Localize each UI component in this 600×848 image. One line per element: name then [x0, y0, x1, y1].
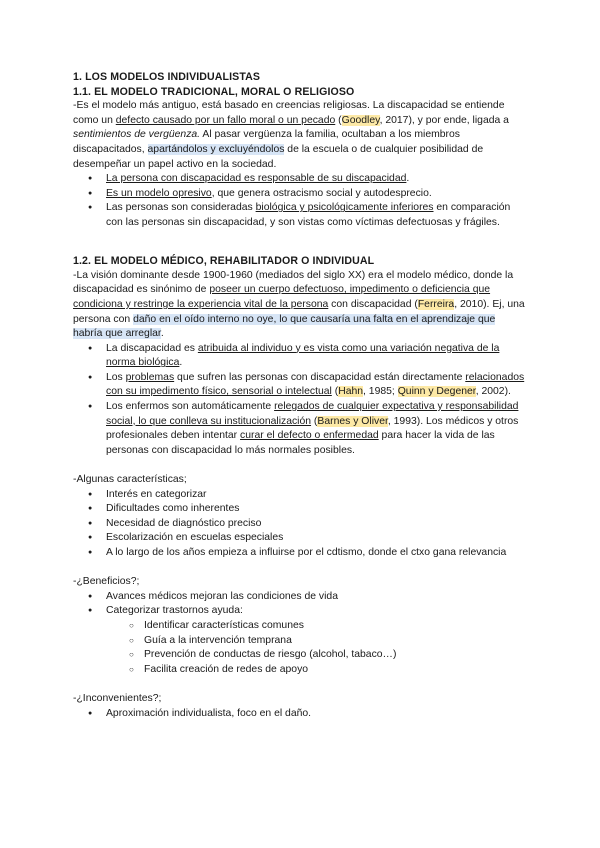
- citation-highlight: Goodley: [341, 114, 380, 126]
- bullet-list-medico: [73, 342, 525, 459]
- list-item: ● La persona con discapacidad es responsable de su discapacidad.: [73, 172, 525, 187]
- beneficios-sublist: [73, 619, 525, 677]
- list-item: ● Los enfermos son automáticamente relegados de cualquier expectativa y responsabilidad social, lo que conlleva su institucionalización (Barnes y Oliver, 1993). Los médicos y otros profesionales deben intentar curar el defecto o enfermedad para hacer la vida de las personas con discapacidad lo más normales posibles.: [73, 400, 525, 458]
- highlighted-text: daño en el oído interno no oye, lo que causaría una falta en el aprendizaje que habría que arreglar: [73, 313, 496, 340]
- list-item: ● Es un modelo opresivo, que genera ostracismo social y autodesprecio.: [73, 187, 525, 202]
- paragraph-tradicional: -Es el modelo más antiguo, está basado en creencias religiosas. La discapacidad se entiende como un defecto causado por un fallo moral o un pecado (Goodley, 2017), y por ende, ligada a sentimientos de vergüenza. Al pasar vergüenza la familia, ocultaban a los miembros discapacitados, apartándolos y excluyéndolos de la escuela o de cualquier posibilidad de desempeñar un papel activo en la sociedad.: [73, 100, 509, 170]
- list-item: ● Interés en categorizar: [73, 488, 525, 503]
- inconvenientes-heading: -¿Inconvenientes?;: [73, 692, 162, 704]
- list-item: ● Los problemas que sufren las personas con discapacidad están directamente relacionados con su impedimento físico, sensorial o intelectual (Hahn, 1985; Quinn y Degener, 2002).: [73, 371, 525, 400]
- citation-highlight: Quinn y Degener: [397, 386, 476, 398]
- section-title: 1. LOS MODELOS INDIVIDUALISTAS: [73, 71, 261, 83]
- list-item: ● A lo largo de los años empieza a influirse por el cdtismo, donde el ctxo gana relevancia: [73, 546, 525, 561]
- document-content: [73, 70, 525, 721]
- underlined-text: poseer un cuerpo defectuoso, impedimento o deficiencia que condiciona y restringe la experiencia vital de la persona: [73, 284, 491, 310]
- list-item: ● Categorizar trastornos ayuda:: [73, 604, 525, 619]
- paragraph-medico: -La visión dominante desde 1900-1960 (mediados del siglo XX) era el modelo médico, donde la discapacidad es sinónimo de poseer un cuerpo defectuoso, impedimento o deficiencia que condiciona y restringe la experiencia vital de la persona con discapacidad (Ferreira, 2010). Ej, una persona con daño en el oído interno no oye, lo que causaría una falta en el aprendizaje que habría que arreglar.: [73, 269, 525, 340]
- caracteristicas-list: [73, 488, 525, 561]
- list-item: ● La discapacidad es atribuida al individuo y es vista como una variación negativa de la norma biológica.: [73, 342, 525, 371]
- inconvenientes-list: [73, 707, 525, 722]
- list-item: ● Las personas son consideradas biológica y psicológicamente inferiores en comparación con las personas sin discapacidad, y son vistas como víctimas defectuosas y frágiles.: [73, 201, 525, 230]
- citation-highlight: Hahn: [338, 386, 364, 398]
- list-item: ○ Facilita creación de redes de apoyo: [73, 663, 525, 678]
- list-item: ● Necesidad de diagnóstico preciso: [73, 517, 525, 532]
- list-item: ● Aproximación individualista, foco en el daño.: [73, 707, 525, 722]
- list-item: ○ Identificar características comunes: [73, 619, 525, 634]
- list-item: ○ Guía a la intervención temprana: [73, 634, 525, 649]
- citation-highlight: Ferreira: [417, 298, 455, 310]
- list-item: ● Avances médicos mejoran las condiciones de vida: [73, 590, 525, 605]
- citation-highlight: Barnes y Oliver: [317, 415, 388, 427]
- beneficios-heading: -¿Beneficios?;: [73, 576, 140, 588]
- highlighted-text: apartándolos y excluyéndolos: [147, 143, 285, 155]
- list-item: ● Escolarización en escuelas especiales: [73, 531, 525, 546]
- bullet-list-tradicional: [73, 172, 525, 230]
- list-item: ○ Prevención de conductas de riesgo (alcohol, tabaco…): [73, 648, 525, 663]
- list-item: ● Dificultades como inherentes: [73, 502, 525, 517]
- subsection-title-medico: 1.2. EL MODELO MÉDICO, REHABILITADOR O INDIVIDUAL: [73, 255, 375, 268]
- subsection-title-tradicional: 1.1. EL MODELO TRADICIONAL, MORAL O RELIGIOSO: [73, 85, 355, 98]
- caracteristicas-heading: -Algunas características;: [73, 474, 187, 486]
- beneficios-list: [73, 590, 525, 619]
- underlined-text: defecto causado por un fallo moral o un pecado: [115, 114, 336, 126]
